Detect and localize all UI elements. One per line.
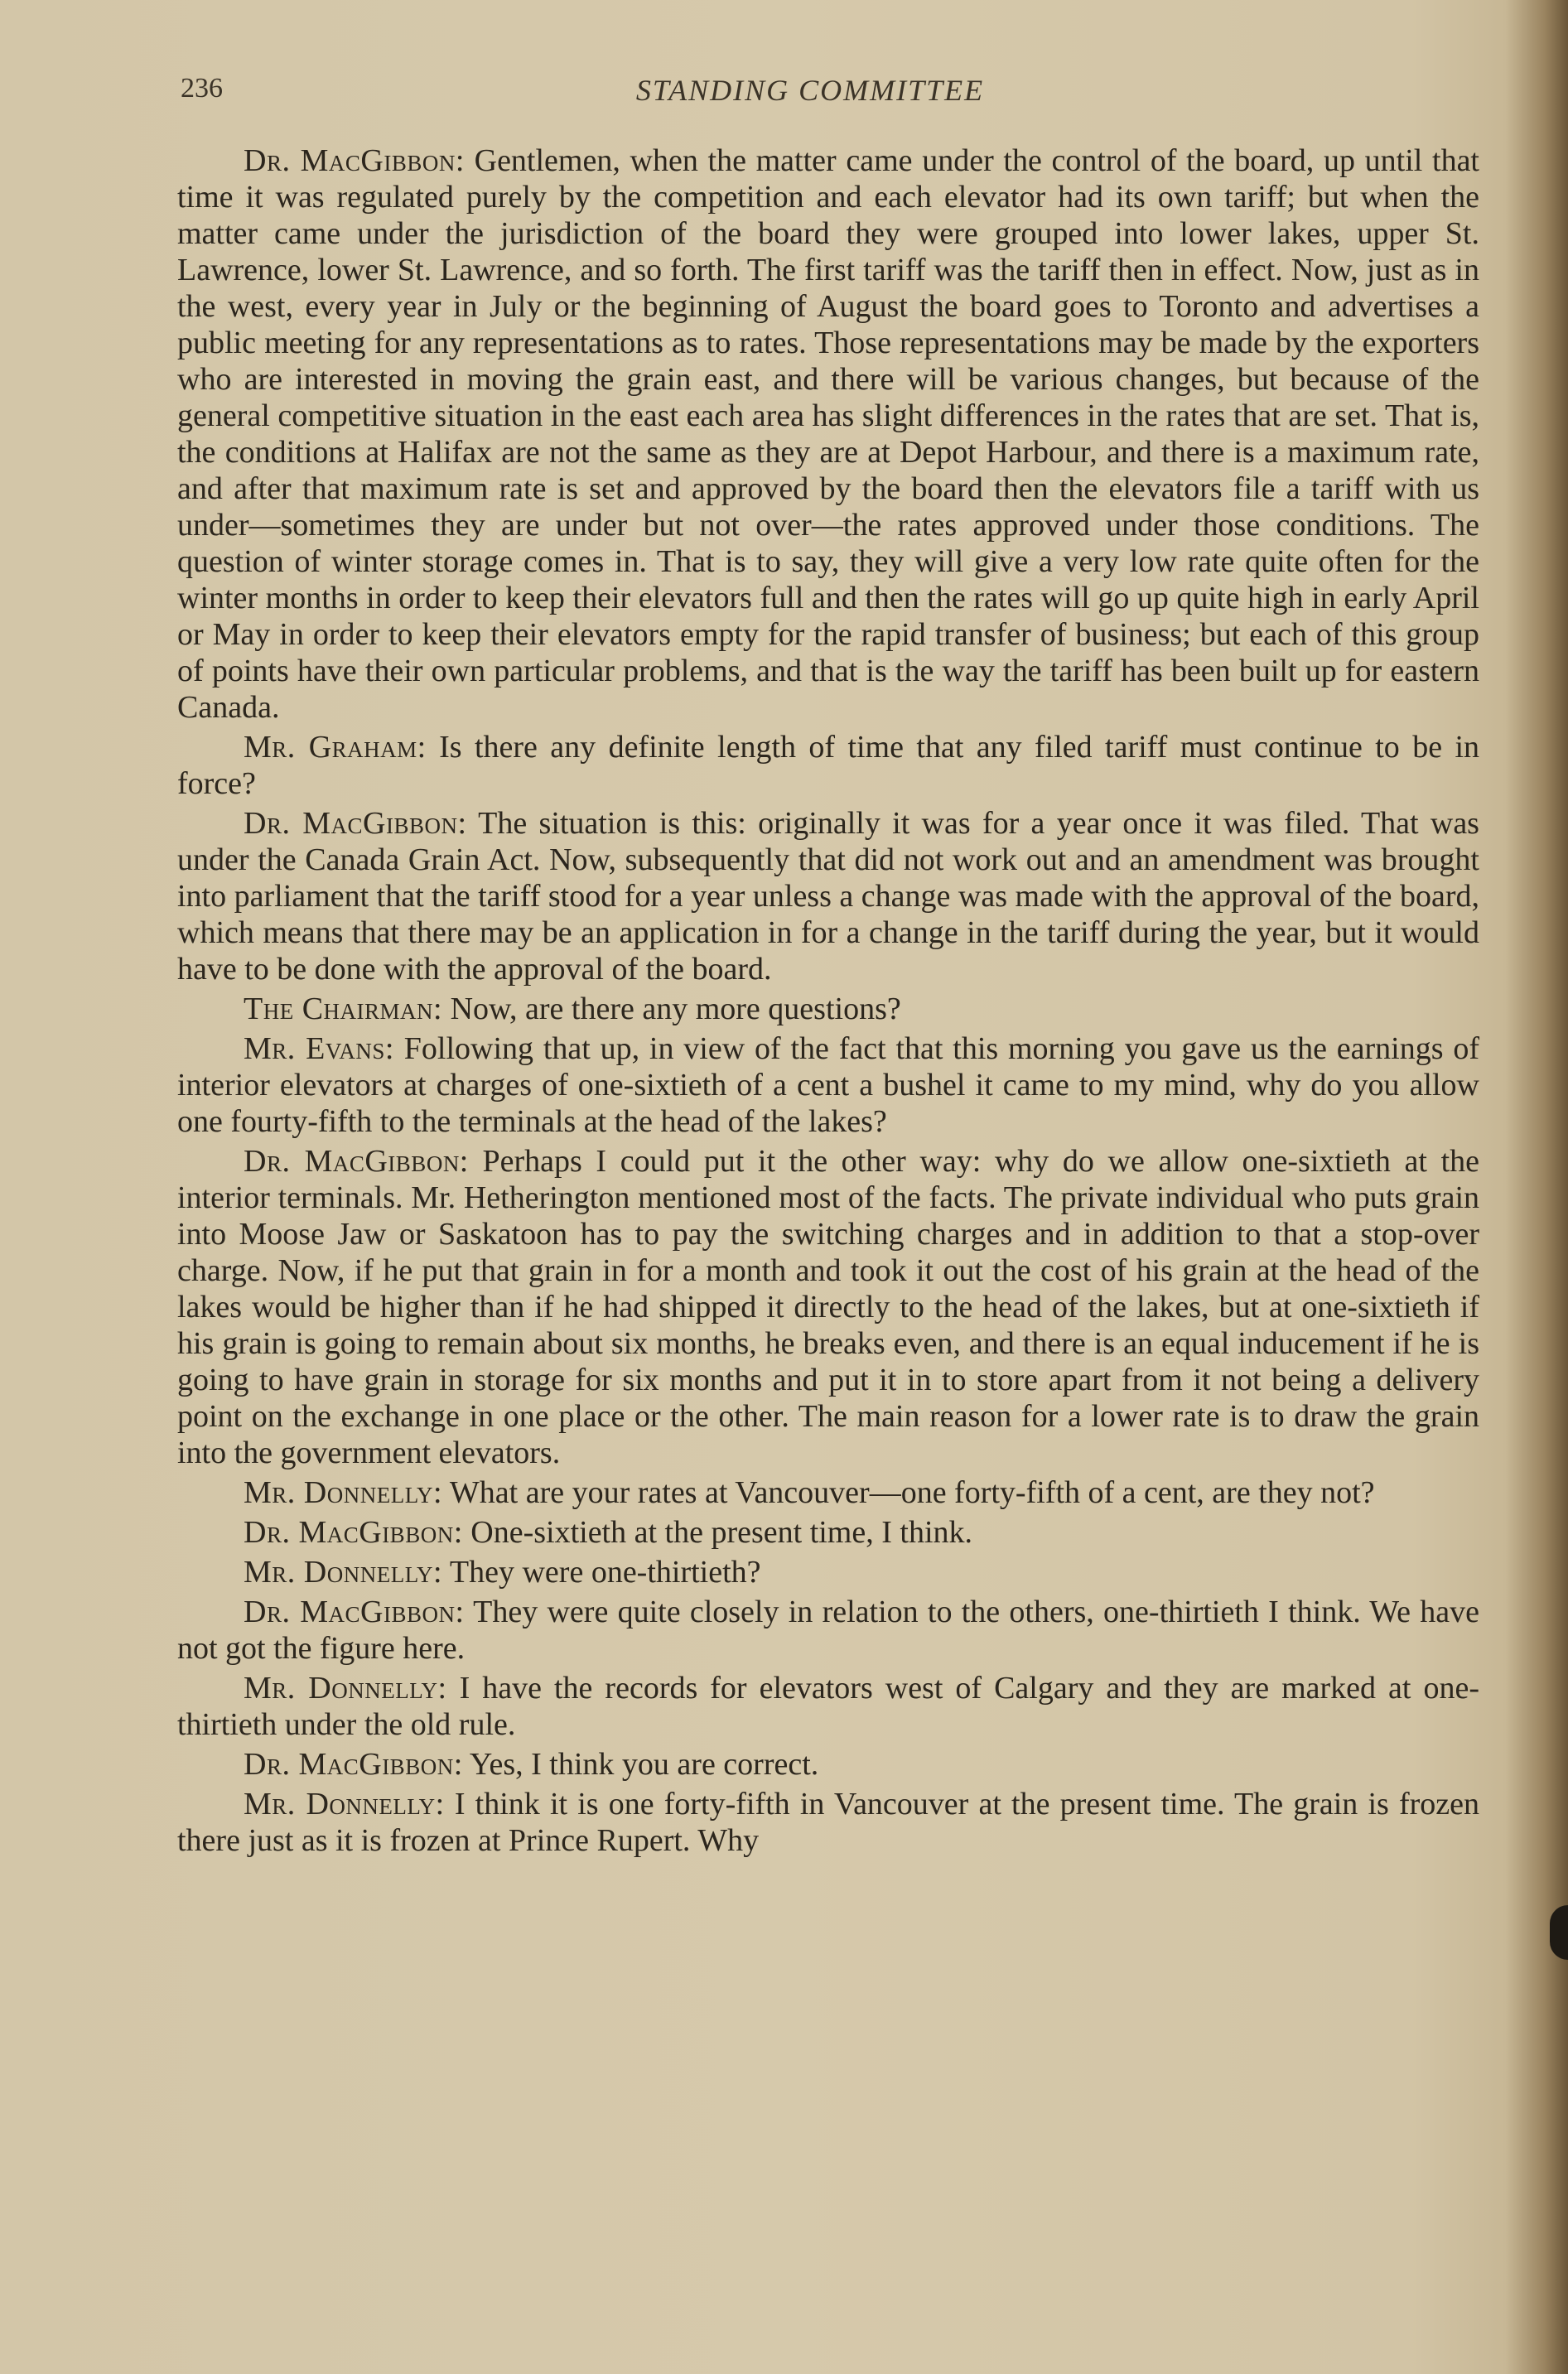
speaker-name: Mr. Donnelly: <box>244 1787 445 1822</box>
paragraph <box>177 1746 1479 1783</box>
speaker-name: Dr. MacGibbon: <box>244 1595 465 1629</box>
speaker-name: Dr. MacGibbon: <box>244 143 465 178</box>
running-title: STANDING COMMITTEE <box>635 74 985 107</box>
speech-text: One-sixtieth at the present time, I think. <box>470 1515 973 1550</box>
paragraph <box>177 1514 1479 1551</box>
speaker-name: Dr. MacGibbon: <box>244 806 467 841</box>
speaker-name: Dr. MacGibbon: <box>244 1144 469 1179</box>
speaker-name: Mr. Donnelly: <box>244 1555 443 1590</box>
speech-text: They were one-thirtieth? <box>449 1555 761 1590</box>
paragraph <box>177 729 1479 802</box>
speaker-name: Dr. MacGibbon: <box>244 1515 463 1550</box>
paragraph <box>177 1594 1479 1667</box>
page-header <box>164 73 1456 116</box>
paragraph <box>177 805 1479 987</box>
speaker-name: The Chairman: <box>244 992 443 1026</box>
speech-text: Yes, I think you are correct. <box>469 1747 819 1782</box>
paragraph <box>177 1030 1479 1140</box>
paragraph <box>177 1786 1479 1859</box>
speaker-name: Mr. Evans: <box>244 1031 394 1066</box>
paragraph <box>177 1143 1479 1471</box>
speech-text: Perhaps I could put it the other way: why do we allow one-sixtieth at the interior terminals. Mr. Hetherington mentioned most of the facts. The private individual who puts grain into Moose Jaw or Saskatoon has to pay the switching charges and in addition to that a stop-over charge. Now, if he put that grain in for a month and took it out the cost of his grain at the head of the lakes would be higher than if he had shipped it directly to the head of the lakes, but at one-sixtieth if his grain is going to remain about six months, he breaks even, and there is an equal inducement if he is going to have grain in storage for six months and put it in to store apart from it not being a delivery point on the exchange in one place or the other. The main reason for a lower rate is to draw the grain into the government elevators. <box>177 1144 1479 1470</box>
speech-text: They were quite closely in relation to the others, one-thirtieth I think. We have not got the figure here. <box>177 1595 1479 1666</box>
speech-text: Gentlemen, when the matter came under the control of the board, up until that time it was regulated purely by the competition and each elevator had its own tariff; but when the matter came under the jurisdiction of the board they were grouped into lower lakes, upper St. Lawrence, lower St. Lawrence, and so forth. The first tariff was the tariff then in effect. Now, just as in the west, every year in July or the beginning of August the board goes to Toronto and advertises a public meeting for any representations as to rates. Those representations may be made by the exporters who are interested in moving the grain east, and there will be various changes, but because of the general competitive situation in the east each area has slight differences in the rates that are set. That is, the conditions at Halifax are not the same as they are at Depot Harbour, and there is a maximum rate, and after that maximum rate is set and approved by the board then the elevators file a tariff with us under—sometimes they are under but not over—the rates approved under those conditions. The question of winter storage comes in. That is to say, they will give a very low rate quite often for the winter months in order to keep their elevators full and then the rates will go up quite high in early April or May in order to keep their elevators empty for the rapid transfer of business; but each of this group of points have their own particular problems, and that is the way the tariff has been built up for eastern Canada. <box>177 143 1479 725</box>
speech-text: The situation is this: originally it was for a year once it was filed. That was under the Canada Grain Act. Now, subsequently that did not work out and an amendment was brought into parliament that the tariff stood for a year unless a change was made with the approval of the board, which means that there may be an application in for a change in the tariff during the year, but it would have to be done with the approval of the board. <box>177 806 1479 987</box>
speech-text: Now, are there any more questions? <box>450 992 901 1026</box>
speech-text: I think it is one forty-fifth in Vancouver at the present time. The grain is frozen there just as it is frozen at Prince Rupert. Why <box>177 1787 1479 1858</box>
speech-text: Following that up, in view of the fact that this morning you gave us the earnings of interior elevators at charges of one-sixtieth of a cent a bushel it came to my mind, why do you allow one fourty-fifth to the terminals at the head of the lakes? <box>177 1031 1479 1139</box>
paragraph <box>177 1554 1479 1590</box>
speech-text: I have the records for elevators west of Calgary and they are marked at one-thirtieth under the old rule. <box>177 1671 1479 1742</box>
speech-text: Is there any definite length of time that any filed tariff must continue to be in force? <box>177 730 1480 801</box>
page-number: 236 <box>181 73 223 104</box>
paragraph <box>177 142 1479 726</box>
speaker-name: Mr. Graham: <box>244 730 427 765</box>
paragraph <box>177 1670 1479 1743</box>
speech-text: What are your rates at Vancouver—one forty-fifth of a cent, are they not? <box>449 1475 1375 1510</box>
speaker-name: Mr. Donnelly: <box>244 1671 447 1706</box>
transcript-body <box>177 142 1479 1862</box>
paragraph <box>177 991 1479 1027</box>
speaker-name: Mr. Donnelly: <box>244 1475 443 1510</box>
paragraph <box>177 1474 1479 1511</box>
speaker-name: Dr. MacGibbon: <box>244 1747 463 1782</box>
binding-hole <box>1550 1905 1568 1960</box>
